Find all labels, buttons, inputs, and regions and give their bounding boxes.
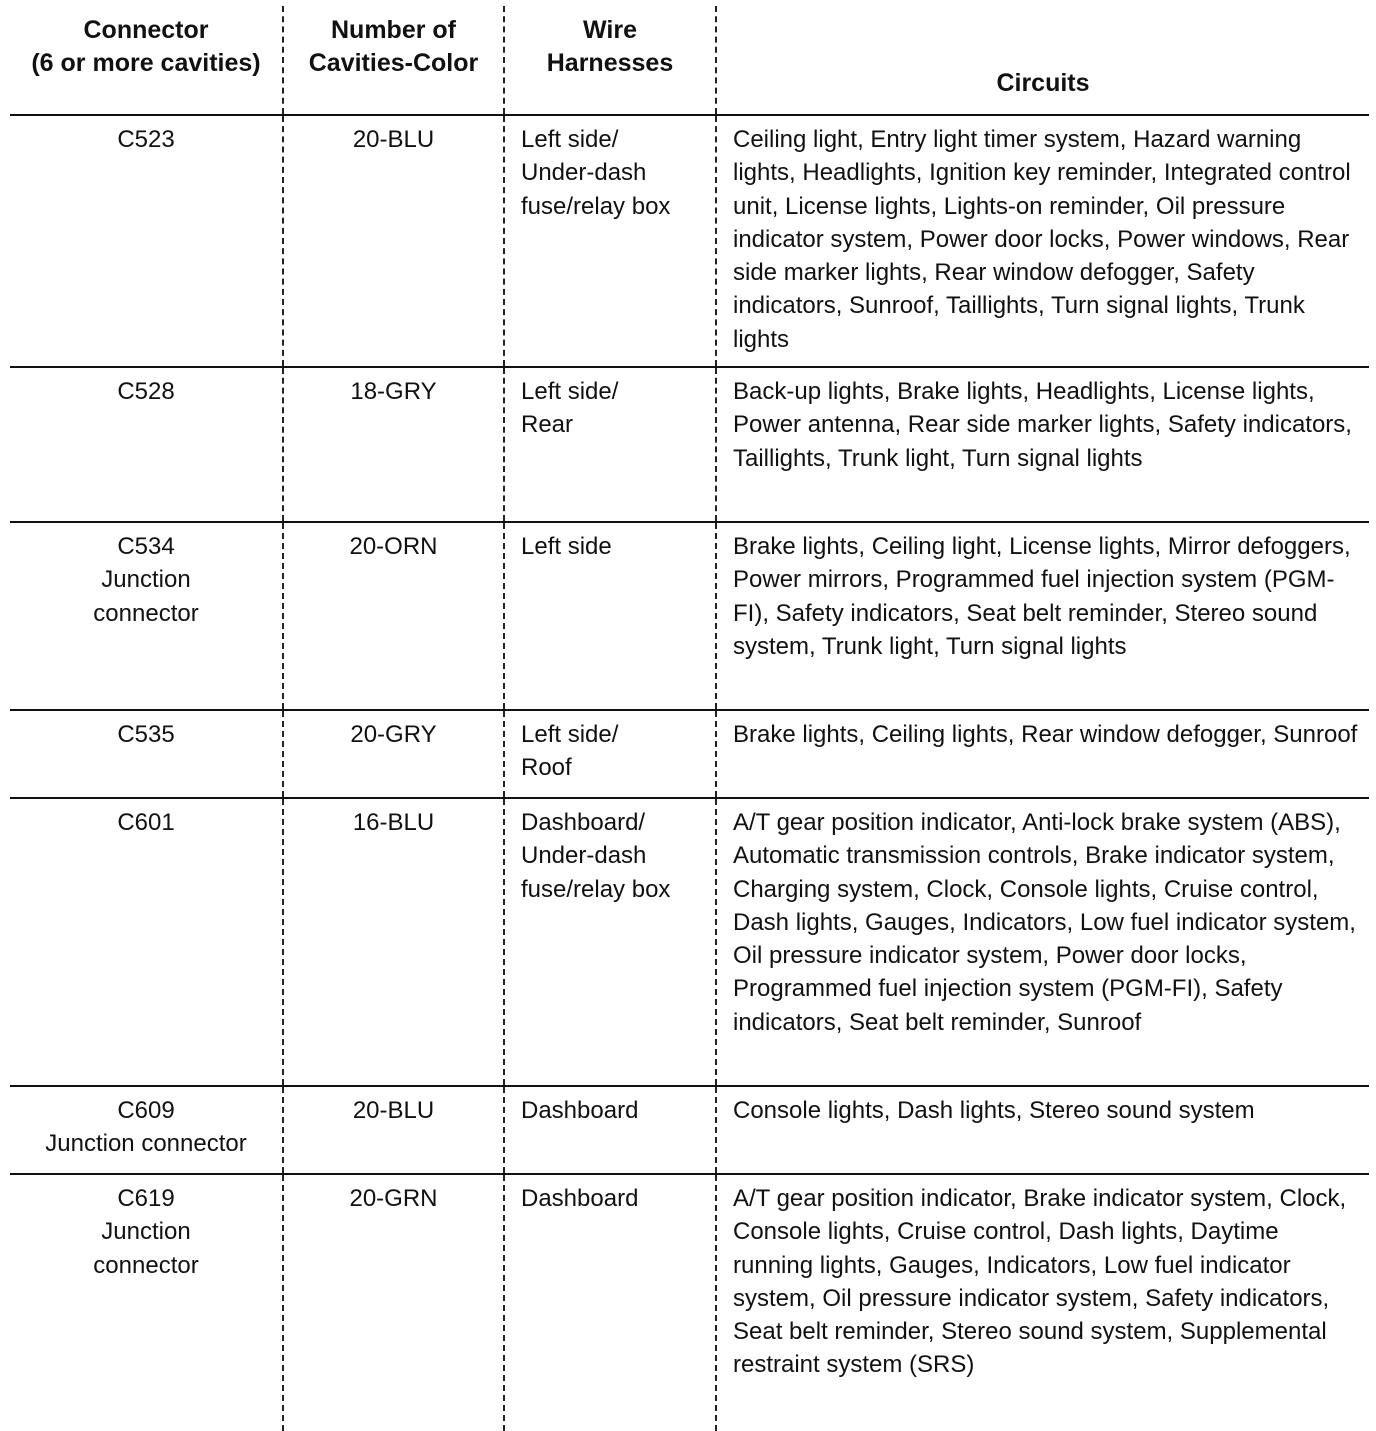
connector-cell: C619 Junction connector	[93, 1185, 199, 1279]
circuits-cell: Brake lights, Ceiling light, License lights, Mirror defoggers, Power mirrors, Programmed fuel injection system (PGM-FI), Safety indicators, Seat belt reminder, Stereo sound system, Trunk light, Turn signal lights	[716, 522, 1369, 710]
cavities-cell: 20-GRN	[283, 1174, 504, 1431]
harness-cell: Left side	[504, 522, 716, 710]
table-row	[10, 522, 1369, 710]
header-harness	[504, 6, 716, 115]
harness-cell: Dashboard/ Under-dash fuse/relay box	[504, 798, 716, 1086]
cavities-cell: 20-ORN	[283, 522, 504, 710]
connector-table	[10, 6, 1369, 1431]
cavities-cell: 20-BLU	[283, 115, 504, 367]
connector-cell: C534 Junction connector	[10, 522, 283, 710]
header-cavities-label: Number of Cavities-Color	[308, 16, 479, 77]
connector-cell: C601	[10, 798, 283, 1086]
header-circuits-label: Circuits	[996, 69, 1090, 97]
connector-cell: C609 Junction connector	[10, 1086, 283, 1174]
table-row	[10, 798, 1369, 1086]
header-connector	[10, 6, 283, 115]
harness-cell: Dashboard	[504, 1174, 716, 1431]
harness-cell: Left side/ Rear	[504, 367, 716, 522]
circuits-cell: A/T gear position indicator, Anti-lock brake system (ABS), Automatic transmission controls, Brake indicator system, Charging system, Clock, Console lights, Cruise control, Dash lights, Gauges, Indicators, Low fuel indicator system, Oil pressure indicator system, Power door locks, Programmed fuel injection system (PGM-FI), Safety indicators, Seat belt reminder, Sunroof	[716, 798, 1369, 1086]
header-cavities	[283, 6, 504, 115]
header-circuits	[716, 6, 1369, 115]
header-connector-label: Connector (6 or more cavities)	[31, 16, 261, 77]
harness-cell: Left side/ Roof	[504, 710, 716, 798]
circuits-cell: Brake lights, Ceiling lights, Rear window defogger, Sunroof	[716, 710, 1369, 798]
circuits-cell: Ceiling light, Entry light timer system, Hazard warning lights, Headlights, Ignition key reminder, Integrated control unit, License lights, Lights-on reminder, Oil pressure indicator system, Power door locks, Power windows, Rear side marker lights, Rear window defogger, Safety indicators, Sunroof, Taillights, Turn signal lights, Trunk lights	[716, 115, 1369, 367]
table-row	[10, 367, 1369, 522]
circuits-cell: Console lights, Dash lights, Stereo sound system	[716, 1086, 1369, 1174]
table-header-row	[10, 6, 1369, 115]
header-harness-label: Wire Harnesses	[546, 16, 674, 77]
cavities-cell: 20-BLU	[283, 1086, 504, 1174]
circuits-cell: A/T gear position indicator, Brake indicator system, Clock, Console lights, Cruise control, Dash lights, Daytime running lights, Gauges, Indicators, Low fuel indicator system, Oil pressure indicator system, Safety indicators, Seat belt reminder, Stereo sound system, Supplemental restraint system (SRS)	[716, 1174, 1369, 1431]
table-row	[10, 1174, 1369, 1431]
connector-cell: C528	[10, 367, 283, 522]
cavities-cell: 20-GRY	[283, 710, 504, 798]
harness-cell: Dashboard	[504, 1086, 716, 1174]
cavities-cell: 18-GRY	[283, 367, 504, 522]
cavities-cell: 16-BLU	[283, 798, 504, 1086]
connector-cell: C523	[10, 115, 283, 367]
circuits-cell: Back-up lights, Brake lights, Headlights, License lights, Power antenna, Rear side marker lights, Safety indicators, Taillights, Trunk light, Turn signal lights	[716, 367, 1369, 522]
connector-cell: C535	[10, 710, 283, 798]
table-row	[10, 1086, 1369, 1174]
harness-cell: Left side/ Under-dash fuse/relay box	[504, 115, 716, 367]
table-row	[10, 115, 1369, 367]
table-row	[10, 710, 1369, 798]
